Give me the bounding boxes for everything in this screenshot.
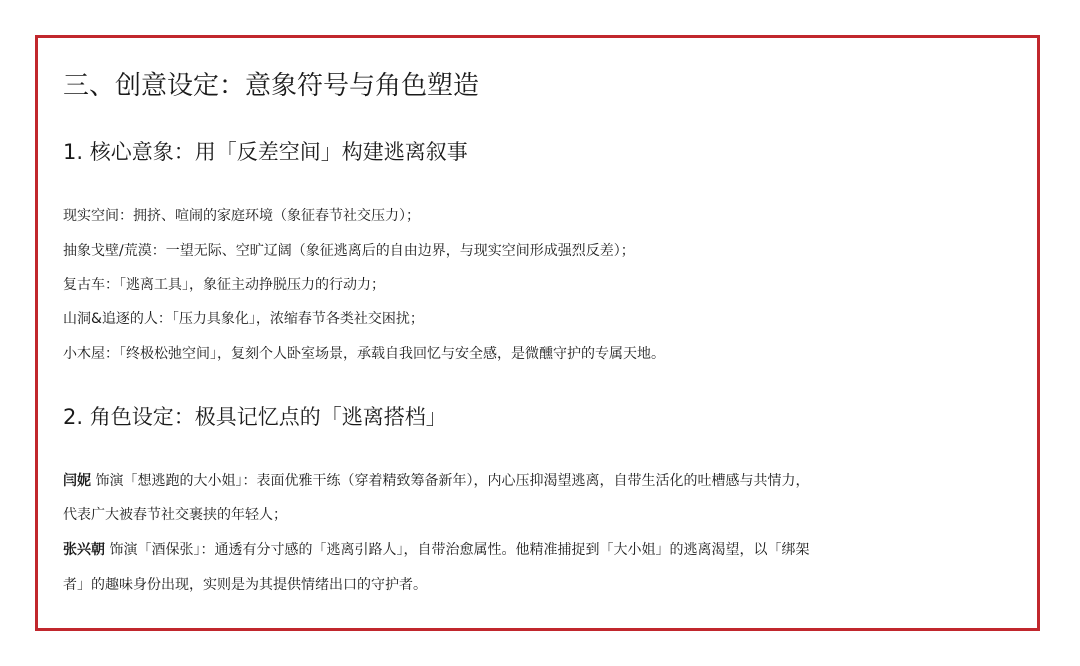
actor1-paragraph [63,471,809,491]
actor1-description: 饰演「想逃跑的大小姐」：表面优雅干练（穿着精致筹备新年），内心压抑渴望逃离，自带生活化的吐槽感与共情力， [91,473,810,489]
characters-heading: 2. 角色设定：极具记忆点的「逃离搭档」 [63,405,447,429]
actor2-description-cont: 者」的趣味身份出现，实则是为其提供情绪出口的守护者。 [63,577,427,593]
imagery-heading: 1. 核心意象：用「反差空间」构建逃离叙事 [63,140,468,164]
actor1-description-cont: 代表广大被春节社交裹挟的年轻人； [63,507,287,523]
imagery-item-car: 复古车：「逃离工具」，象征主动挣脱压力的行动力； [63,277,385,293]
actor2-paragraph [63,540,809,560]
content-frame [35,35,1040,631]
actor1-name: 闫妮 [63,473,91,489]
imagery-item-desert: 抽象戈壁/荒漠：一望无际、空旷辽阔（象征逃离后的自由边界，与现实空间形成强烈反差）； [63,243,635,259]
imagery-item-cave: 山洞&追逐的人：「压力具象化」，浓缩春节各类社交困扰； [63,311,424,327]
actor2-name: 张兴朝 [63,542,105,558]
section-title: 三、创意设定：意象符号与角色塑造 [63,71,480,101]
actor2-description: 饰演「酒保张」：通透有分寸感的「逃离引路人」，自带治愈属性。他精准捕捉到「大小姐」的逃离渴望，以「绑架 [105,542,810,558]
imagery-item-reality: 现实空间：拥挤、喧闹的家庭环境（象征春节社交压力）； [63,208,420,224]
imagery-item-cabin: 小木屋：「终极松弛空间」，复刻个人卧室场景，承载自我回忆与安全感，是微醺守护的专属天地。 [63,346,665,362]
